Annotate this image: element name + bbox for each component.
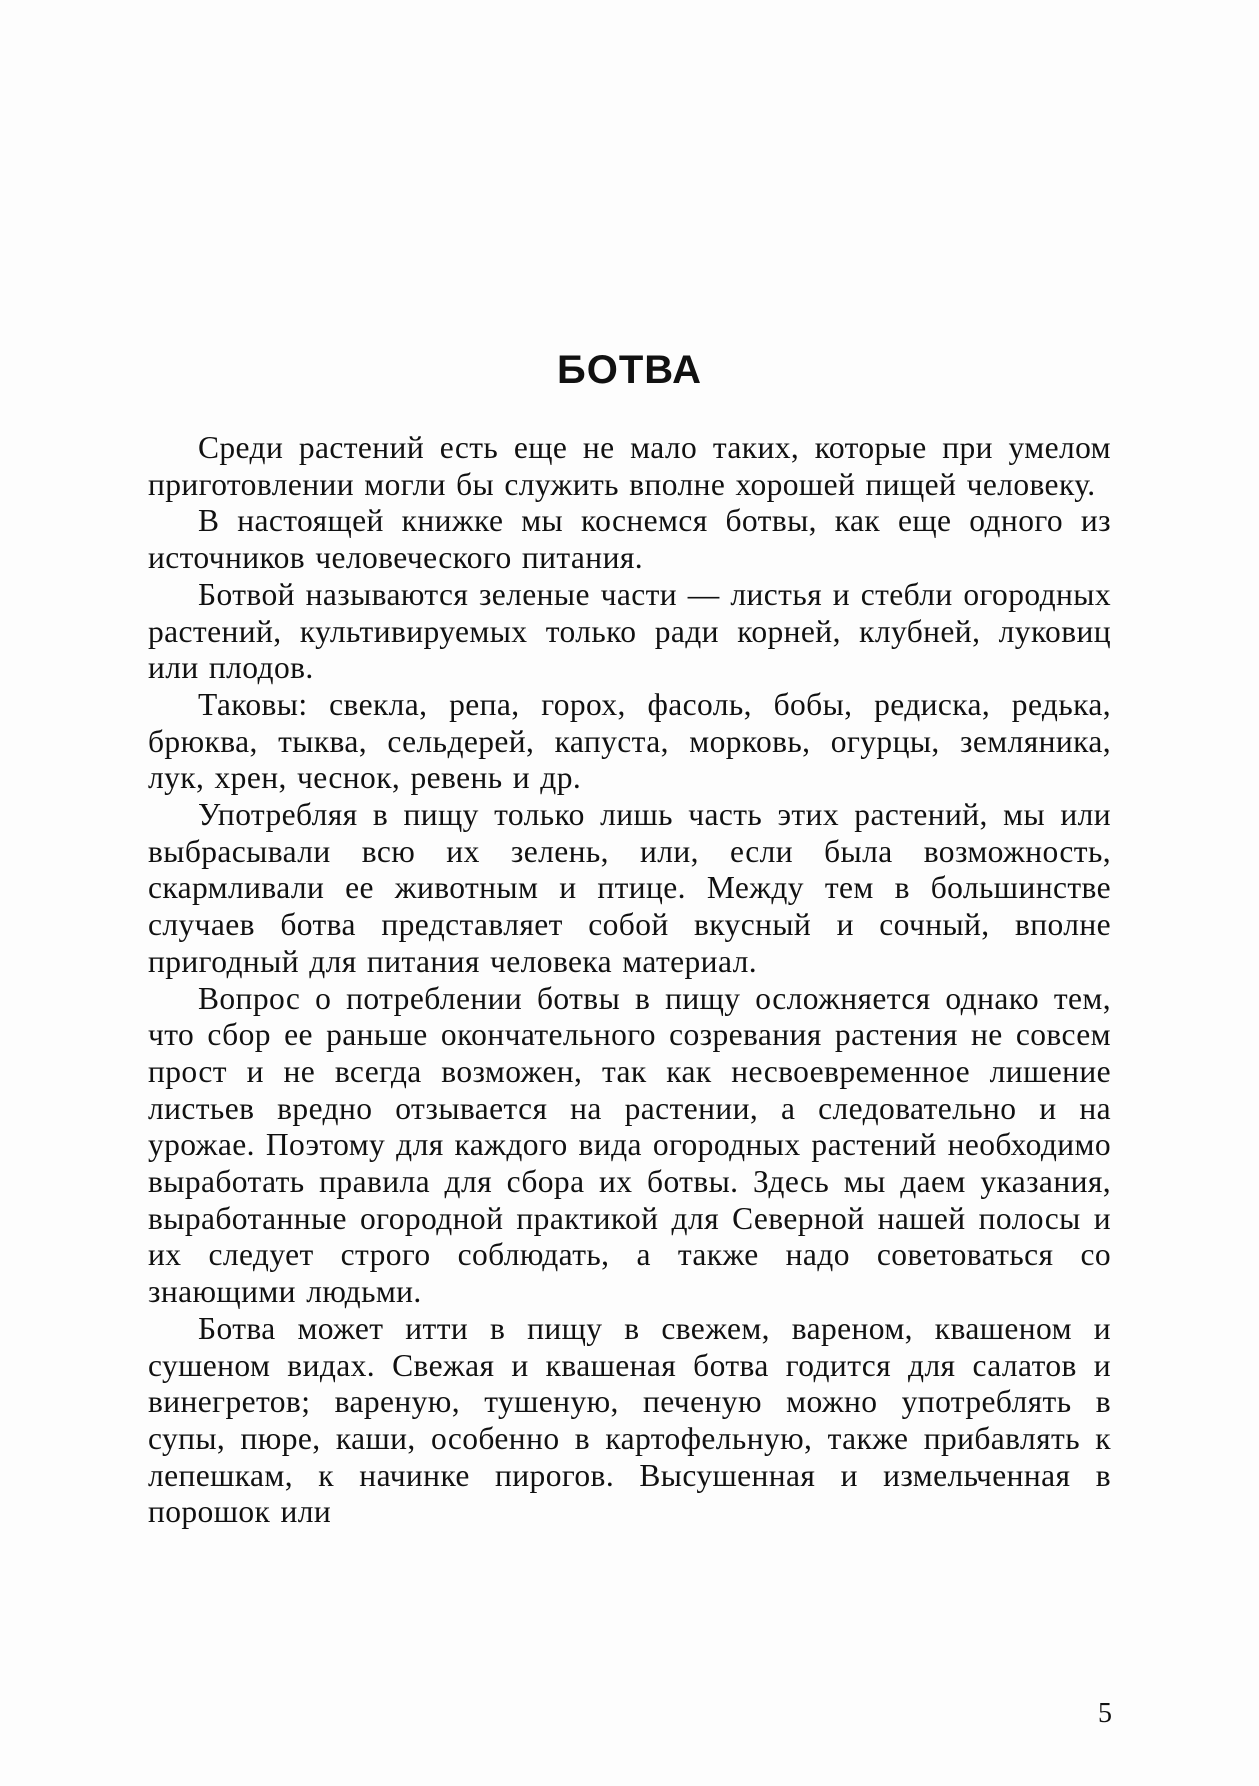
paragraph: Среди растений есть еще не мало таких, которые при умелом приготовлении могли бы служить вполне хорошей пищей человеку.	[148, 430, 1111, 502]
paragraph: Таковы: свекла, репа, горох, фасоль, бобы, редиска, редька, брюква, тыква, сельдерей, капуста, морковь, огурцы, земляника, лук, хрен, чеснок, ревень и др.	[148, 686, 1111, 796]
paragraph: В настоящей книжке мы коснемся ботвы, как еще одного из источников человеческого питания.	[148, 503, 1111, 576]
body-text	[148, 430, 1111, 1531]
page-number: 5	[1098, 1698, 1112, 1729]
paragraph: Ботва может итти в пищу в свежем, вареном, квашеном и сушеном видах. Свежая и квашеная ботва годится для салатов и винегретов; вареную, тушеную, печеную можно употреблять в супы, пюре, каши, особенно в картофельную, также прибавлять к лепешкам, к начинке пирогов. Высушенная и измельченная в порошок или	[148, 1310, 1111, 1530]
paragraph: Употребляя в пищу только лишь часть этих растений, мы или выбрасывали всю их зелень, или, если была возможность, скармливали ее животным и птице. Между тем в большинстве случаев ботва представляет собой вкусный и сочный, вполне пригодный для питания человека материал.	[148, 797, 1111, 979]
paragraph: Вопрос о потреблении ботвы в пищу осложняется однако тем, что сбор ее раньше окончательного созревания растения не совсем прост и не всегда возможен, так как несвоевременное лишение листьев вредно отзывается на растении, а следовательно и на урожае. Поэтому для каждого вида огородных растений необходимо выработать правила для сбора их ботвы. Здесь мы даем указания, выработанные огородной практикой для Северной нашей полосы и их следует строго соблюдать, а также надо советоваться со знающими людьми.	[148, 980, 1111, 1310]
paragraph: Ботвой называются зеленые части — листья и стебли огородных растений, культивируемых только ради корней, клубней, луковиц или плодов.	[148, 576, 1111, 686]
chapter-title: БОТВА	[556, 348, 703, 392]
